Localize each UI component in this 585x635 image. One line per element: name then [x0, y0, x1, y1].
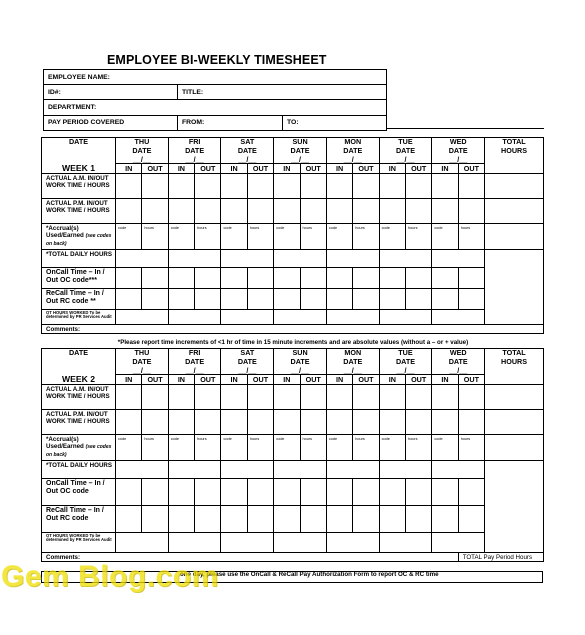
- table-row: [42, 385, 544, 410]
- day-sun: SUN: [274, 349, 327, 358]
- in-header: IN: [168, 164, 194, 174]
- table-row: [42, 309, 544, 324]
- out-header: OUT: [142, 375, 168, 385]
- code-cell[interactable]: code: [116, 435, 142, 461]
- day-mon: MON: [326, 349, 379, 358]
- day-wed: WED: [432, 138, 485, 147]
- in-header: IN: [116, 375, 142, 385]
- out-header: OUT: [195, 375, 221, 385]
- code-cell[interactable]: code: [274, 435, 300, 461]
- hours-cell[interactable]: hours: [247, 224, 273, 250]
- in-header: IN: [326, 164, 352, 174]
- date-sub: DATE: [379, 358, 432, 367]
- date-sub: DATE: [432, 147, 485, 156]
- pm-row-label: ACTUAL P.M. IN/OUT WORK TIME / HOURS: [42, 410, 116, 435]
- out-header: OUT: [142, 164, 168, 174]
- date-slash[interactable]: __/__: [432, 156, 485, 164]
- out-header: OUT: [353, 375, 379, 385]
- code-cell[interactable]: code: [326, 224, 352, 250]
- date-slash[interactable]: __/__: [221, 156, 274, 164]
- oncall-row-label: OnCall Time – In / Out OC code***: [42, 267, 116, 288]
- in-header: IN: [432, 375, 458, 385]
- in-header: IN: [432, 164, 458, 174]
- oncall-row-label: OnCall Time – In / Out OC code: [42, 478, 116, 505]
- hours-header: HOURS: [485, 358, 544, 367]
- day-tue: TUE: [379, 138, 432, 147]
- out-header: OUT: [300, 375, 326, 385]
- ot-row-label: OT HOURS WORKED To be determined by PR Services Audit: [42, 532, 116, 552]
- day-fri: FRI: [168, 138, 221, 147]
- day-mon: MON: [326, 138, 379, 147]
- table-row: [42, 288, 544, 309]
- out-header: OUT: [247, 164, 273, 174]
- date-sub: DATE: [326, 147, 379, 156]
- day-sun: SUN: [274, 138, 327, 147]
- day-thu: THU: [116, 349, 169, 358]
- day-sat: SAT: [221, 138, 274, 147]
- date-sub: DATE: [116, 147, 169, 156]
- table-row: [42, 249, 544, 267]
- out-header: OUT: [458, 164, 484, 174]
- table-row: [42, 478, 544, 505]
- in-header: IN: [326, 375, 352, 385]
- date-sub: DATE: [274, 147, 327, 156]
- comments-label[interactable]: Comments:: [42, 552, 459, 561]
- date-slash[interactable]: __/__: [326, 367, 379, 375]
- date-sub: DATE: [168, 147, 221, 156]
- in-header: IN: [379, 164, 405, 174]
- page-title: EMPLOYEE BI-WEEKLY TIMESHEET: [107, 53, 327, 67]
- in-header: IN: [221, 164, 247, 174]
- code-cell[interactable]: code: [168, 435, 194, 461]
- watermark-logo: Gem Blog.com: [1, 560, 219, 593]
- am-row-label: ACTUAL A.M. IN/OUT WORK TIME / HOURS: [42, 385, 116, 410]
- out-header: OUT: [458, 375, 484, 385]
- date-header: DATE: [42, 349, 116, 358]
- code-cell[interactable]: code: [326, 435, 352, 461]
- date-slash[interactable]: __/__: [379, 367, 432, 375]
- code-cell[interactable]: code: [221, 435, 247, 461]
- total-header: TOTAL: [485, 349, 544, 358]
- note-report-increments: *Please report time increments of <1 hr of time in 15 minute increments and are absolute values (without a – or + value): [117, 339, 469, 346]
- day-sat: SAT: [221, 349, 274, 358]
- date-sub: DATE: [432, 358, 485, 367]
- table-row: [42, 505, 544, 532]
- hours-cell[interactable]: hours: [458, 224, 484, 250]
- date-sub: DATE: [116, 358, 169, 367]
- date-header: DATE: [42, 138, 116, 147]
- recall-row-label: ReCall Time – In / Out RC code: [42, 505, 116, 532]
- code-cell[interactable]: code: [274, 224, 300, 250]
- date-slash[interactable]: __/__: [116, 156, 169, 164]
- hours-cell[interactable]: hours: [458, 435, 484, 461]
- to-field[interactable]: TO:: [283, 115, 387, 130]
- hours-cell[interactable]: hours: [300, 224, 326, 250]
- info-divider: [386, 128, 544, 129]
- date-slash[interactable]: __/__: [326, 156, 379, 164]
- hours-cell[interactable]: hours: [142, 224, 168, 250]
- date-sub: DATE: [221, 358, 274, 367]
- out-header: OUT: [405, 375, 431, 385]
- table-row: [42, 460, 544, 478]
- date-sub: DATE: [274, 358, 327, 367]
- code-cell[interactable]: code: [168, 224, 194, 250]
- table-row: [42, 435, 544, 461]
- date-slash[interactable]: __/__: [274, 156, 327, 164]
- hours-cell[interactable]: hours: [353, 435, 379, 461]
- am-row-label: ACTUAL A.M. IN/OUT WORK TIME / HOURS: [42, 174, 116, 199]
- week-label: WEEK 2: [42, 375, 116, 385]
- out-header: OUT: [300, 164, 326, 174]
- hours-cell[interactable]: hours: [195, 435, 221, 461]
- pay-period-label: PAY PERIOD COVERED: [44, 115, 178, 130]
- in-header: IN: [221, 375, 247, 385]
- day-fri: FRI: [168, 349, 221, 358]
- ot-row-label: OT HOURS WORKED To be determined by PR Services Audit: [42, 309, 116, 324]
- out-header: OUT: [405, 164, 431, 174]
- week-label: WEEK 1: [42, 164, 116, 174]
- code-cell[interactable]: code: [379, 224, 405, 250]
- date-slash[interactable]: __/__: [168, 367, 221, 375]
- note-oncall-form: one day, please use the OnCall & ReCall Pay Authorization Form to report OC & RC time: [180, 571, 439, 578]
- in-header: IN: [168, 375, 194, 385]
- title-field[interactable]: TITLE:: [178, 85, 387, 100]
- date-slash[interactable]: __/__: [432, 367, 485, 375]
- hours-cell[interactable]: hours: [405, 435, 431, 461]
- date-sub: DATE: [221, 147, 274, 156]
- date-sub: DATE: [379, 147, 432, 156]
- total-daily-label: *TOTAL DAILY HOURS: [42, 460, 116, 478]
- pm-row-label: ACTUAL P.M. IN/OUT WORK TIME / HOURS: [42, 199, 116, 224]
- out-header: OUT: [353, 164, 379, 174]
- in-header: IN: [274, 164, 300, 174]
- recall-row-label: ReCall Time – In / Out RC code **: [42, 288, 116, 309]
- table-row: [42, 174, 544, 199]
- date-slash[interactable]: __/__: [379, 156, 432, 164]
- id-field[interactable]: ID#:: [44, 85, 178, 100]
- from-field[interactable]: FROM:: [178, 115, 283, 130]
- table-row: [42, 224, 544, 250]
- date-slash[interactable]: __/__: [168, 156, 221, 164]
- date-slash[interactable]: __/__: [116, 367, 169, 375]
- total-daily-label: *TOTAL DAILY HOURS: [42, 249, 116, 267]
- out-header: OUT: [195, 164, 221, 174]
- department-field[interactable]: DEPARTMENT:: [44, 100, 387, 115]
- date-slash[interactable]: __/__: [274, 367, 327, 375]
- in-header: IN: [274, 375, 300, 385]
- table-row: [42, 324, 544, 333]
- table-row: [42, 410, 544, 435]
- code-cell[interactable]: code: [432, 224, 458, 250]
- week2-table: [41, 348, 544, 562]
- comments-label[interactable]: Comments:: [42, 324, 544, 333]
- accrual-row-label: *Accrual(s) Used/Earned (see codes on back): [42, 435, 116, 461]
- code-cell[interactable]: code: [221, 224, 247, 250]
- hours-cell[interactable]: hours: [300, 435, 326, 461]
- day-tue: TUE: [379, 349, 432, 358]
- hours-header: HOURS: [485, 147, 544, 156]
- hours-cell[interactable]: hours: [142, 435, 168, 461]
- code-cell[interactable]: code: [116, 224, 142, 250]
- hours-cell[interactable]: hours: [195, 224, 221, 250]
- table-row: [42, 199, 544, 224]
- out-header: OUT: [247, 375, 273, 385]
- in-header: IN: [379, 375, 405, 385]
- total-pay-period-label: TOTAL Pay Period Hours: [458, 552, 543, 561]
- in-header: IN: [116, 164, 142, 174]
- hours-cell[interactable]: hours: [405, 224, 431, 250]
- total-header: TOTAL: [485, 138, 544, 147]
- employee-name-field[interactable]: EMPLOYEE NAME:: [44, 70, 387, 85]
- table-row: [42, 532, 544, 552]
- employee-info-table: [43, 69, 387, 131]
- table-row: [42, 267, 544, 288]
- week1-table: [41, 137, 544, 334]
- hours-cell[interactable]: hours: [247, 435, 273, 461]
- hours-cell[interactable]: hours: [353, 224, 379, 250]
- date-sub: DATE: [168, 358, 221, 367]
- code-cell[interactable]: code: [432, 435, 458, 461]
- accrual-row-label: *Accrual(s) Used/Earned (see codes on back): [42, 224, 116, 250]
- date-slash[interactable]: __/__: [221, 367, 274, 375]
- day-thu: THU: [116, 138, 169, 147]
- date-sub: DATE: [326, 358, 379, 367]
- code-cell[interactable]: code: [379, 435, 405, 461]
- day-wed: WED: [432, 349, 485, 358]
